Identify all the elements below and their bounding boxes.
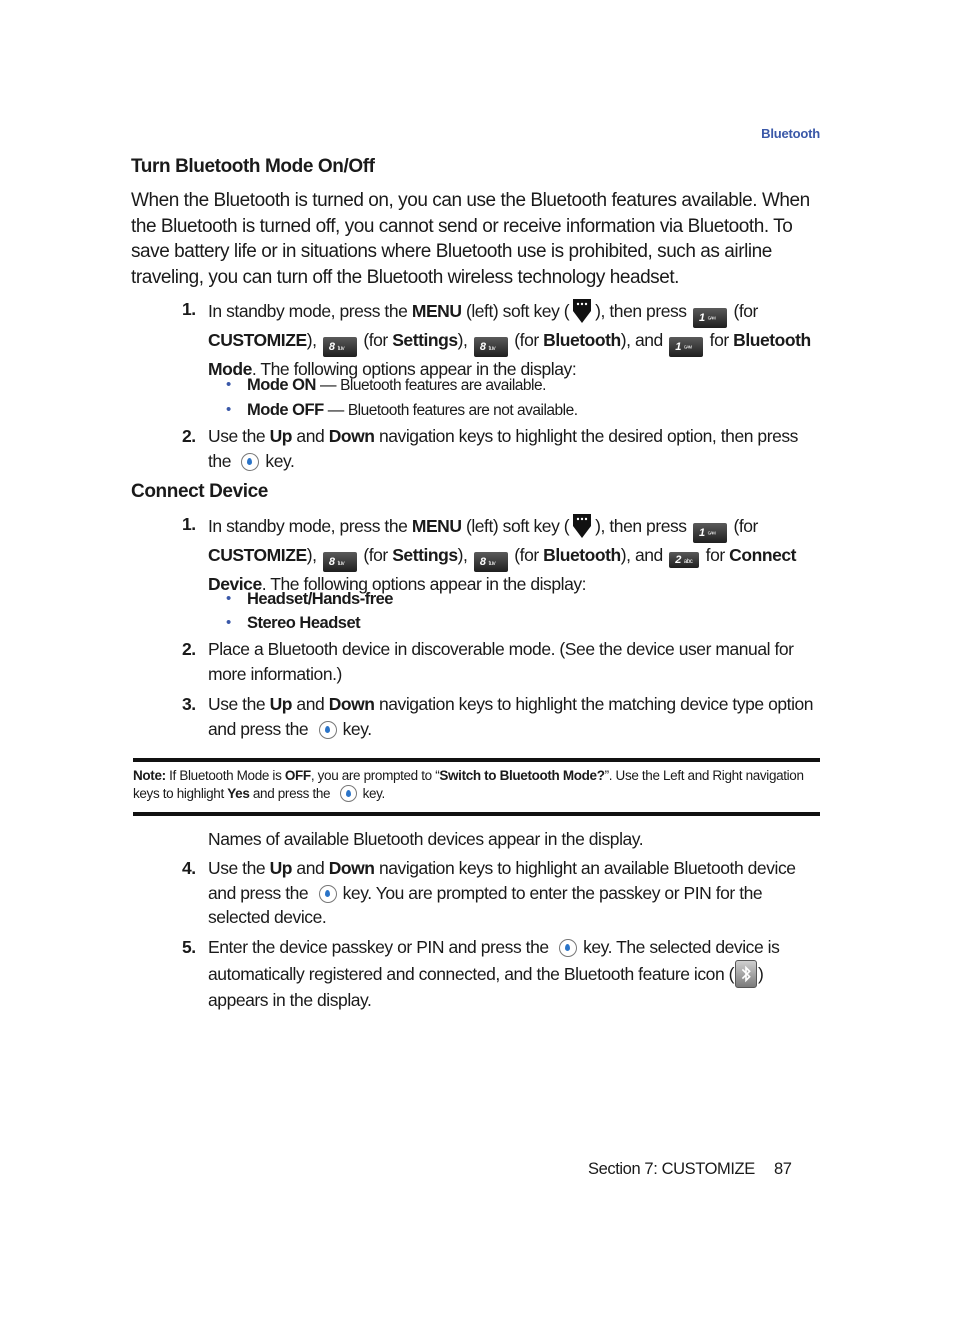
step-text: key. (342, 718, 372, 739)
note-text: If Bluetooth Mode is (165, 768, 285, 783)
step-text: and (292, 858, 329, 878)
up-key-label: Up (269, 858, 293, 878)
step-text: ), (457, 545, 468, 565)
down-key-label: Down (328, 858, 375, 878)
step-text: key. You are prompted to enter the passkey or PIN for the selected device. (208, 882, 763, 927)
step-text: ), (306, 330, 317, 350)
list-item (182, 512, 822, 597)
step-text: ), then press (595, 516, 687, 536)
list-item (182, 692, 822, 741)
step-text: . The following options appear in the display: (261, 574, 587, 594)
up-key-label: Up (269, 426, 293, 446)
step-text: In standby mode, press the (208, 516, 412, 536)
step-text: ), and (620, 545, 663, 565)
list-item: • Headset/Hands-free (226, 587, 393, 611)
step-text: key. The selected device is automatically registered and connected, and the Bluetooth feature icon ( (208, 937, 780, 984)
step-text: and (292, 694, 329, 714)
step-text: (left) soft key ( (461, 301, 570, 321)
step-text: (for (733, 516, 758, 536)
key-1-icon: 1 ᴳᴬᴹ (669, 337, 703, 357)
bullet-icon: • (226, 590, 231, 607)
step-text: Place a Bluetooth device in discoverable mode. (See the device user manual for more information.) (208, 639, 794, 684)
step-text: (for (363, 545, 388, 565)
settings-label: Settings (392, 545, 458, 565)
step-text: key. (265, 450, 295, 471)
menu-key-label: MENU (411, 301, 462, 321)
section-heading-connect-device: Connect Device (131, 481, 268, 502)
step-text: Enter the device passkey or PIN and press the (208, 937, 549, 957)
note-text: and press the (249, 785, 331, 801)
ok-key-icon (319, 721, 337, 739)
step-text: Use the (208, 858, 270, 878)
step-text: for (709, 330, 729, 350)
running-header: Bluetooth (761, 126, 820, 141)
section-heading-bluetooth-mode: Turn Bluetooth Mode On/Off (131, 156, 375, 177)
step-text: ), then press (595, 301, 687, 321)
bluetooth-label: Bluetooth (543, 545, 621, 565)
left-soft-key-icon (571, 297, 593, 325)
step-text: Use the (208, 694, 270, 714)
bullet-icon: • (226, 401, 231, 418)
option-list (226, 587, 393, 635)
step-number: 1. (182, 299, 196, 319)
note-label: Note: (133, 768, 166, 783)
step-text: (for (514, 330, 539, 350)
list-item: • Stereo Headset (226, 611, 393, 635)
bluetooth-label: Bluetooth (543, 330, 621, 350)
left-soft-key-icon (571, 512, 593, 540)
step-number: 4. (182, 858, 196, 878)
key-8-icon: 8 tuv (323, 552, 357, 572)
bullet-icon: • (226, 376, 231, 393)
note-text: Yes (227, 785, 250, 801)
menu-key-label: MENU (411, 516, 462, 536)
step-number: 1. (182, 514, 196, 534)
step-text: (left) soft key ( (461, 516, 570, 536)
list-item (182, 297, 822, 382)
page-number: 87 (774, 1160, 792, 1178)
footer-section: Section 7: CUSTOMIZE (588, 1160, 755, 1178)
note-text: ”. Use the Left and Right navigation keys to highlight (133, 768, 804, 801)
key-2-icon: 2 abc (669, 552, 699, 568)
option-list (226, 373, 578, 423)
bullet-icon: • (226, 614, 231, 631)
key-1-icon: 1 ᴳᴬᴹ (693, 523, 727, 543)
list-item: • Mode OFF — Bluetooth features are not available. (226, 398, 578, 423)
customize-label: CUSTOMIZE (208, 330, 307, 350)
key-8-icon: 8 tuv (323, 337, 357, 357)
step-text: (for (733, 301, 758, 321)
step-text: navigation keys to highlight an available Bluetooth device and press the (208, 858, 796, 903)
step-text: (for (363, 330, 388, 350)
down-key-label: Down (328, 694, 375, 714)
list-item (182, 637, 822, 686)
note-box (133, 758, 820, 816)
list-item: • Mode ON — Bluetooth features are available. (226, 373, 578, 398)
step-text: In standby mode, press the (208, 301, 412, 321)
key-8-icon: 8 tuv (474, 337, 508, 357)
down-key-label: Down (328, 426, 375, 446)
ok-key-icon (241, 453, 259, 471)
intro-paragraph: When the Bluetooth is turned on, you can use the Bluetooth features available. When the Bluetooth is turned off, you cannot send or receive information via Bluetooth. To save battery life or in situations where Bluetooth use is prohibited, such as airline traveling, you can turn off the Bluetooth wireless technology headset. (131, 190, 810, 288)
connect-device-label: Connect (729, 545, 797, 565)
step-number: 5. (182, 937, 196, 957)
note-text: , you are prompted to “ (310, 768, 440, 783)
note-text: Switch to Bluetooth Mode? (439, 768, 605, 783)
key-8-icon: 8 tuv (474, 552, 508, 572)
step-number: 3. (182, 694, 196, 714)
step-number: 2. (182, 426, 196, 446)
ok-key-icon (340, 785, 357, 802)
step-text: for (705, 545, 725, 565)
step-text: ), (306, 545, 317, 565)
settings-label: Settings (392, 330, 458, 350)
step-text: navigation keys to highlight the desired option, then press the (208, 426, 798, 471)
bluetooth-mode-label: Mode (208, 359, 252, 379)
step-text: ), and (620, 330, 663, 350)
result-text: Names of available Bluetooth devices appear in the display. (208, 829, 644, 849)
step-text: ), (457, 330, 468, 350)
step-text: and (292, 426, 329, 446)
connect-device-label: Device (208, 574, 262, 594)
key-1-icon: 1 ᴳᴬᴹ (693, 308, 727, 328)
note-text: OFF (284, 768, 311, 783)
note-text: key. (362, 785, 385, 801)
bluetooth-mode-label: Bluetooth (733, 330, 811, 350)
step-text: navigation keys to highlight the matching device type option and press the (208, 694, 814, 739)
bluetooth-icon (735, 960, 757, 988)
ok-key-icon (319, 885, 337, 903)
up-key-label: Up (269, 694, 293, 714)
customize-label: CUSTOMIZE (208, 545, 307, 565)
list-item (182, 935, 822, 1012)
step-text: (for (514, 545, 539, 565)
step-text: ) appears in the display. (208, 963, 764, 1010)
step-number: 2. (182, 639, 196, 659)
list-item (182, 424, 822, 473)
ok-key-icon (559, 939, 577, 957)
list-item (182, 856, 822, 930)
step-text: Use the (208, 426, 270, 446)
step-text: . The following options appear in the display: (251, 359, 577, 379)
